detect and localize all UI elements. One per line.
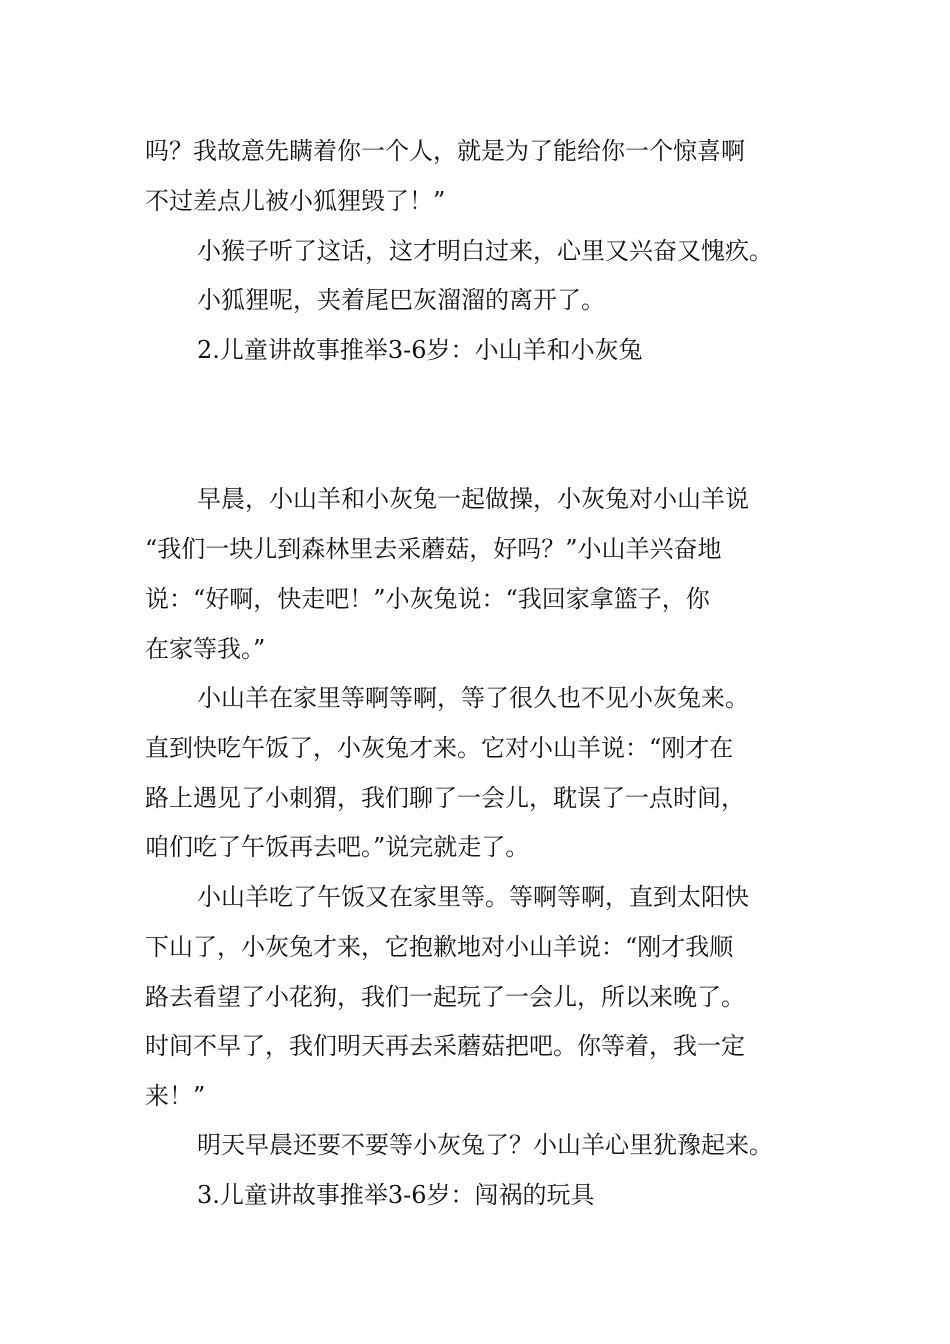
text-line: 路去看望了小花狗，我们一起玩了一会儿，所以来晚了。 [145,983,745,1011]
text-line: 时间不早了，我们明天再去采蘑菇把吧。你等着，我一定 [145,1032,745,1060]
section-heading: 2.儿童讲故事推举3-6岁：小山羊和小灰兔 [197,336,643,364]
paragraph-line: 明天早晨还要不要等小灰兔了？小山羊心里犹豫起来。 [197,1131,773,1159]
text-line: 不过差点儿被小狐狸毁了！” [145,187,446,215]
text-line: “我们一块儿到森林里去采蘑菇，好吗？”小山羊兴奋地 [145,535,722,563]
paragraph-line: 小狐狸呢，夹着尾巴灰溜溜的离开了。 [197,286,605,314]
text-line: 路上遇见了小刺猬，我们聊了一会儿，耽误了一点时间， [145,784,745,812]
text-line: 咱们吃了午饭再去吧。”说完就走了。 [145,833,530,861]
text-line: 来！” [145,1082,206,1110]
text-line: 直到快吃午饭了，小灰兔才来。它对小山羊说：“刚才在 [145,734,734,762]
section-heading: 3.儿童讲故事推举3-6岁：闯祸的玩具 [197,1181,595,1209]
paragraph-line: 小山羊吃了午饭又在家里等。等啊等啊，直到太阳快 [197,883,749,911]
paragraph-line: 小山羊在家里等啊等啊，等了很久也不见小灰兔来。 [197,684,749,712]
paragraph-line: 早晨，小山羊和小灰兔一起做操，小灰兔对小山羊说 [197,485,749,513]
paragraph-line: 小猴子听了这话，这才明白过来，心里又兴奋又愧疚。 [197,237,773,265]
text-line: 下山了，小灰兔才来，它抱歉地对小山羊说：“刚才我顺 [145,933,734,961]
text-line: 吗？我故意先瞒着你一个人，就是为了能给你一个惊喜啊 [145,137,745,165]
text-line: 在家等我。” [145,635,266,663]
text-line: 说：“好啊，快走吧！”小灰兔说：“我回家拿篮子，你 [145,585,710,613]
